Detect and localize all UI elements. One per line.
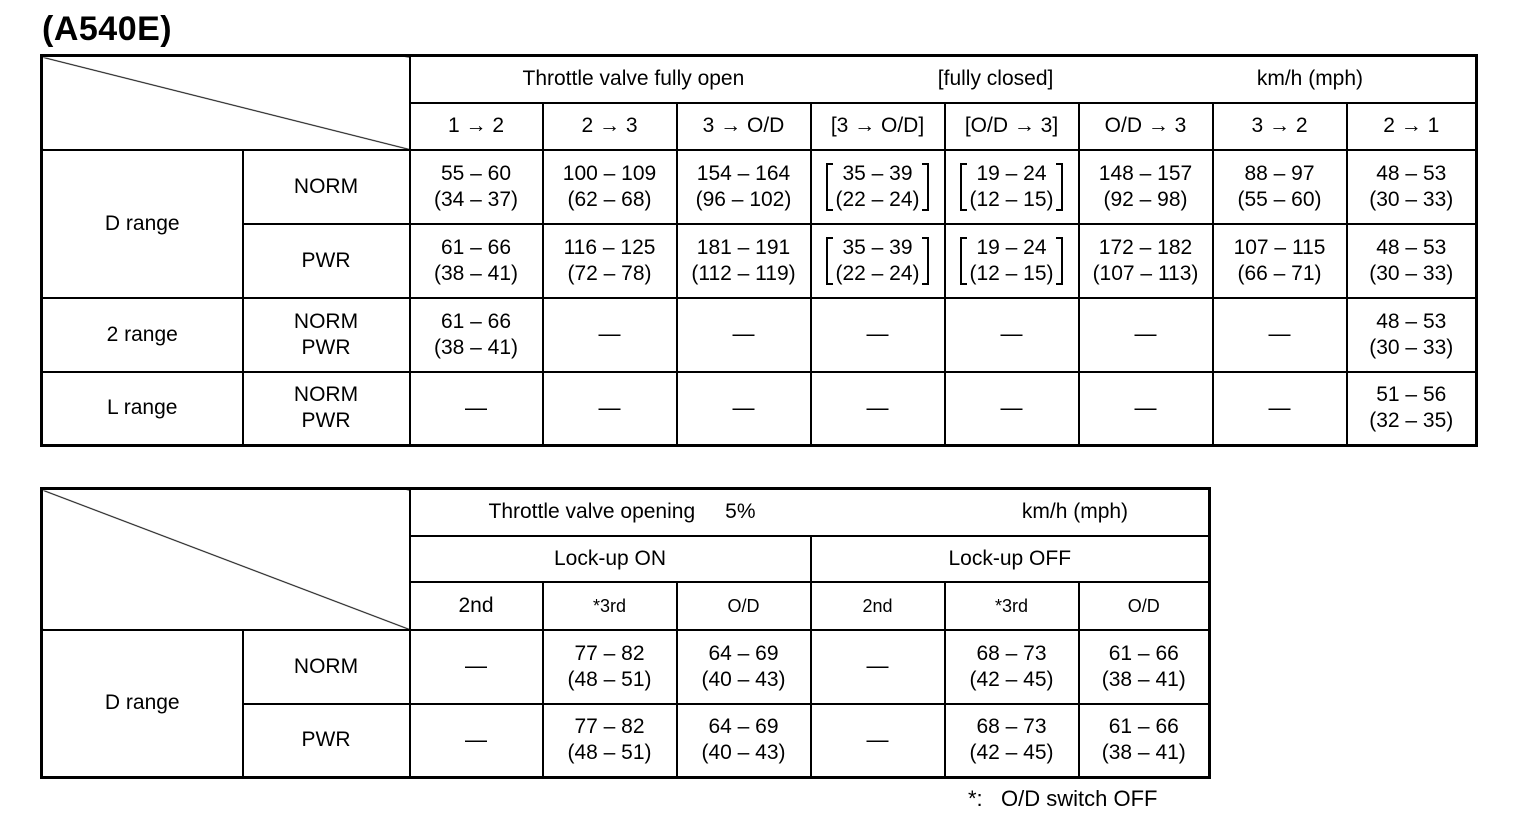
lockup-table [40, 487, 1211, 779]
col-header: O/D → 3 [1079, 103, 1213, 150]
lockup-off-header: Lock-up OFF [811, 536, 1210, 582]
shift-point-table [40, 54, 1478, 447]
empty-cell: — [543, 298, 677, 372]
col-header: [3 → O/D] [811, 103, 945, 150]
header-throttle-label: Throttle valve fully open [522, 67, 745, 91]
col-header: O/D [1079, 582, 1210, 630]
data-cell: 88 – 97 (55 – 60) [1213, 150, 1347, 224]
corner-diagonal-cell [42, 489, 410, 630]
empty-cell: — [945, 298, 1079, 372]
mode-label-pwr: PWR [243, 704, 410, 778]
data-cell: 55 – 60 (34 – 37) [410, 150, 543, 224]
data-cell: 61 – 66 (38 – 41) [1079, 630, 1210, 704]
col-header: 2nd [811, 582, 945, 630]
empty-cell: — [811, 298, 945, 372]
data-cell-bracketed [945, 150, 1079, 224]
table2-header [410, 489, 1210, 536]
data-cell-bracketed [811, 150, 945, 224]
footnote: *: O/D switch OFF [968, 786, 1158, 811]
row-label-d-range: D range [42, 630, 243, 778]
empty-cell: — [677, 372, 811, 446]
bracket-frame: 19 – 24 (12 – 15) [960, 161, 1062, 213]
bracket-frame: 19 – 24 (12 – 15) [960, 235, 1062, 287]
empty-cell: — [1213, 372, 1347, 446]
data-cell: 77 – 82 (48 – 51) [543, 630, 677, 704]
col-header: 2nd [410, 582, 543, 630]
header-unit-label: km/h (mph) [1256, 67, 1364, 91]
data-cell: 61 – 66 (38 – 41) [410, 224, 543, 298]
empty-cell: — [677, 298, 811, 372]
empty-cell: — [1213, 298, 1347, 372]
data-cell: 48 – 53 (30 – 33) [1347, 150, 1477, 224]
empty-cell: — [1079, 298, 1213, 372]
data-cell: 68 – 73 (42 – 45) [945, 704, 1079, 778]
col-header: 3 → 2 [1213, 103, 1347, 150]
data-cell: 61 – 66 (38 – 41) [1079, 704, 1210, 778]
data-cell: 48 – 53 (30 – 33) [1347, 298, 1477, 372]
col-header: [O/D → 3] [945, 103, 1079, 150]
empty-cell: — [811, 630, 945, 704]
bracket-frame: 35 – 39 (22 – 24) [826, 235, 928, 287]
mode-label-norm: NORM [243, 630, 410, 704]
empty-cell: — [543, 372, 677, 446]
corner-diagonal-cell [42, 56, 410, 150]
data-cell: 48 – 53 (30 – 33) [1347, 224, 1477, 298]
col-header: 2 → 1 [1347, 103, 1477, 150]
data-cell: 116 – 125 (72 – 78) [543, 224, 677, 298]
col-header: 3 → O/D [677, 103, 811, 150]
empty-cell: — [410, 704, 543, 778]
col-header: *3rd [945, 582, 1079, 630]
data-cell: 172 – 182 (107 – 113) [1079, 224, 1213, 298]
header-throttle-label: Throttle valve opening 5% [488, 500, 756, 524]
data-cell: 77 – 82 (48 – 51) [543, 704, 677, 778]
data-cell: 64 – 69 (40 – 43) [677, 704, 811, 778]
mode-label-norm: NORM [243, 150, 410, 224]
col-header: O/D [677, 582, 811, 630]
bracket-frame: 35 – 39 (22 – 24) [826, 161, 928, 213]
empty-cell: — [945, 372, 1079, 446]
empty-cell: — [410, 630, 543, 704]
data-cell-bracketed [945, 224, 1079, 298]
empty-cell: — [410, 372, 543, 446]
data-cell: 148 – 157 (92 – 98) [1079, 150, 1213, 224]
empty-cell: — [811, 372, 945, 446]
data-cell: 51 – 56 (32 – 35) [1347, 372, 1477, 446]
col-header: *3rd [543, 582, 677, 630]
data-cell: 68 – 73 (42 – 45) [945, 630, 1079, 704]
row-label-l-range: L range [42, 372, 243, 446]
data-cell-bracketed [811, 224, 945, 298]
col-header: 1 → 2 [410, 103, 543, 150]
data-cell: 61 – 66 (38 – 41) [410, 298, 543, 372]
data-cell: 107 – 115 (66 – 71) [1213, 224, 1347, 298]
empty-cell: — [1079, 372, 1213, 446]
empty-cell: — [811, 704, 945, 778]
data-cell: 100 – 109 (62 – 68) [543, 150, 677, 224]
data-cell: 154 – 164 (96 – 102) [677, 150, 811, 224]
mode-label-pwr: PWR [243, 224, 410, 298]
mode-label-norm-pwr: NORM PWR [243, 298, 410, 372]
table1-header [410, 56, 1477, 103]
header-unit-label: km/h (mph) [1021, 500, 1129, 524]
mode-label-norm-pwr: NORM PWR [243, 372, 410, 446]
lockup-on-header: Lock-up ON [410, 536, 811, 582]
data-cell: 64 – 69 (40 – 43) [677, 630, 811, 704]
data-cell: 181 – 191 (112 – 119) [677, 224, 811, 298]
row-label-2-range: 2 range [42, 298, 243, 372]
col-header: 2 → 3 [543, 103, 677, 150]
page-title: (A540E) [42, 10, 173, 48]
header-closed-label: [fully closed] [937, 67, 1054, 91]
row-label-d-range: D range [42, 150, 243, 298]
